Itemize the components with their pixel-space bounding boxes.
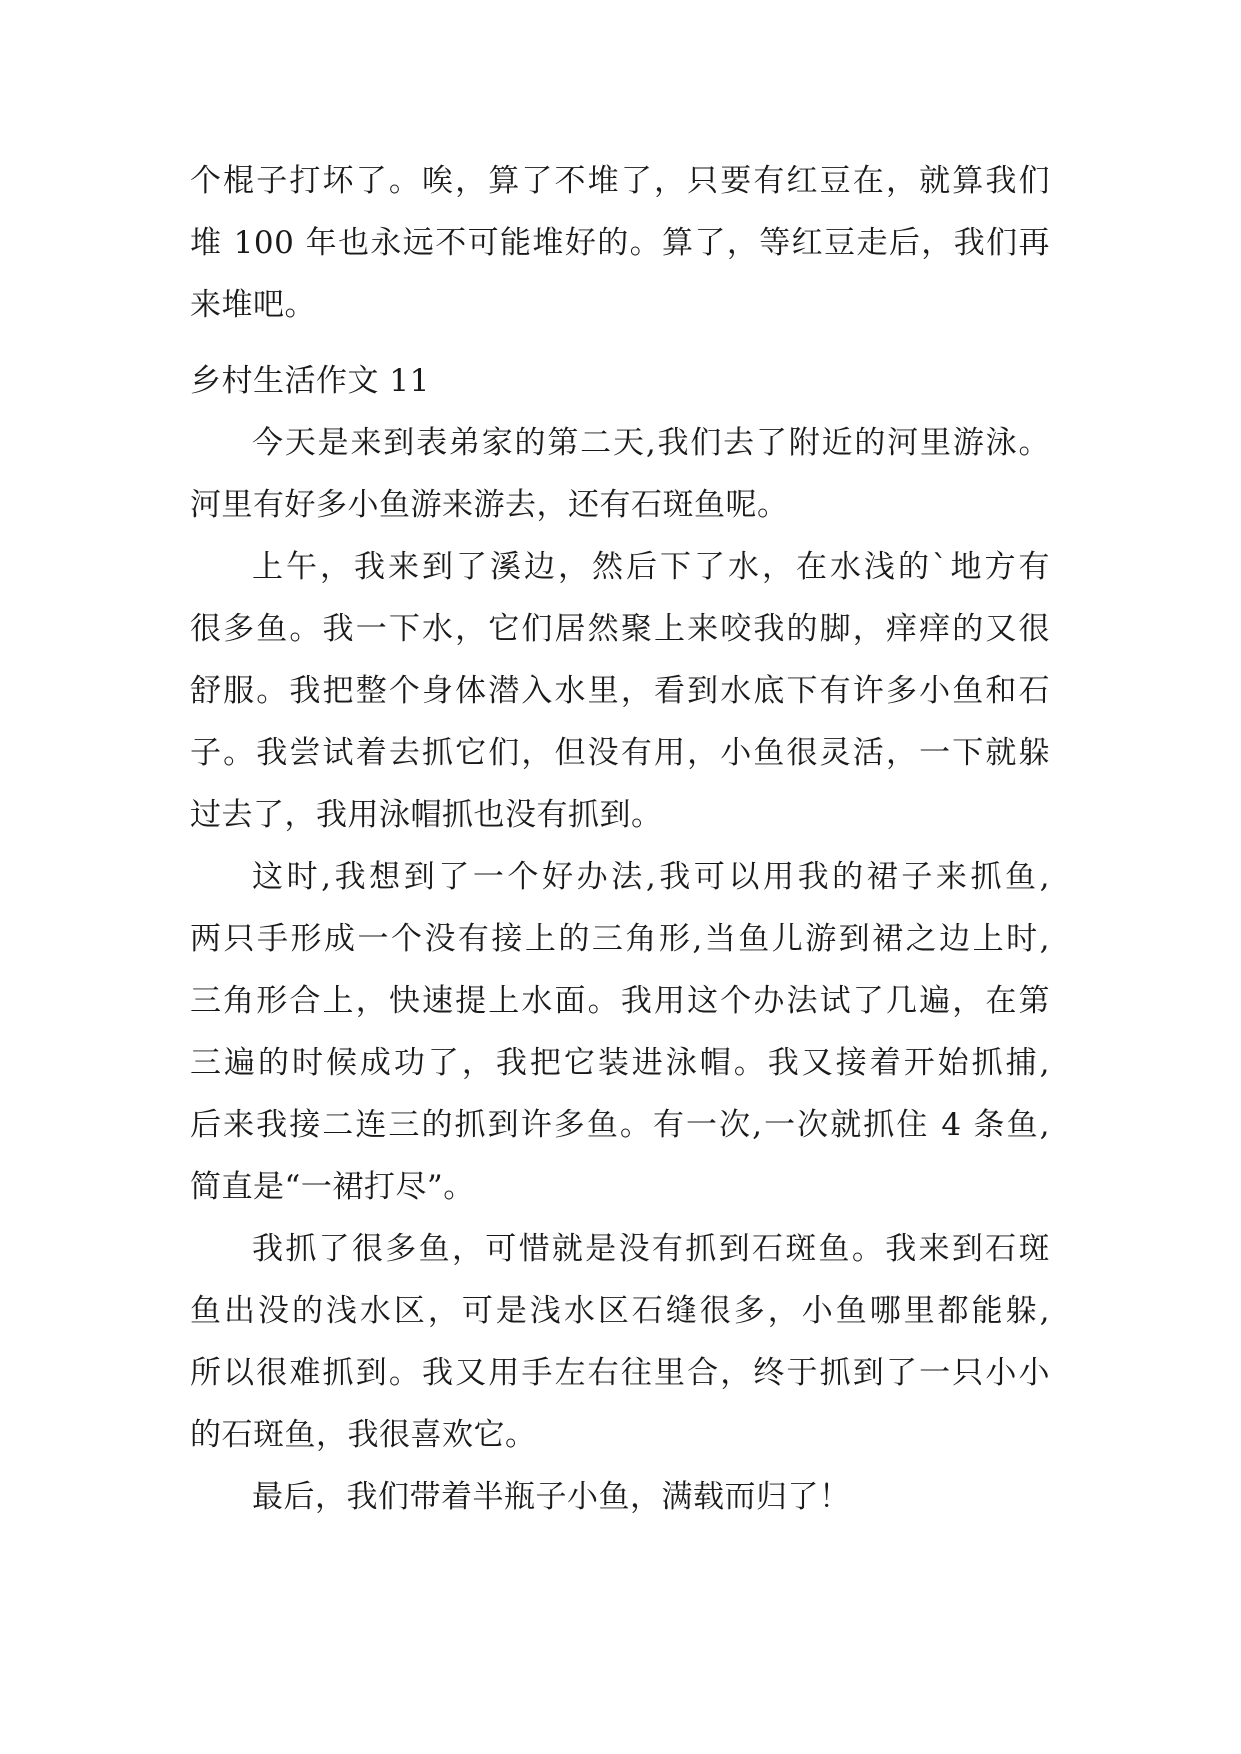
text-line: 我抓了很多鱼，可惜就是没有抓到石斑鱼。我来到石斑: [252, 1231, 1050, 1267]
text-line: 三角形合上，快速提上水面。我用这个办法试了几遍，在第: [190, 983, 1050, 1019]
text-line: 后来我接二连三的抓到许多鱼。有一次,一次就抓住 4 条鱼,: [190, 1107, 1050, 1143]
text-line: 鱼出没的浅水区，可是浅水区石缝很多，小鱼哪里都能躲,: [190, 1293, 1050, 1329]
text-line: 来堆吧。: [190, 287, 316, 323]
text-line: 上午，我来到了溪边，然后下了水，在水浅的`地方有: [252, 549, 1050, 585]
text-line: 今天是来到表弟家的第二天,我们去了附近的河里游泳。: [252, 425, 1050, 461]
text-line: 舒服。我把整个身体潜入水里，看到水底下有许多小鱼和石: [190, 673, 1050, 709]
text-line: 过去了，我用泳帽抓也没有抓到。: [190, 797, 663, 833]
text-line: 个棍子打坏了。唉，算了不堆了，只要有红豆在，就算我们: [190, 163, 1050, 199]
text-line: 最后，我们带着半瓶子小鱼，满载而归了！: [252, 1479, 851, 1515]
text-line: 两只手形成一个没有接上的三角形,当鱼儿游到裙之边上时,: [190, 921, 1050, 957]
text-line: 堆 100 年也永远不可能堆好的。算了，等红豆走后，我们再: [190, 225, 1050, 261]
text-line: 河里有好多小鱼游来游去，还有石斑鱼呢。: [190, 487, 789, 523]
text-line: 简直是“一裙打尽”。: [190, 1169, 475, 1205]
text-line: 子。我尝试着去抓它们，但没有用，小鱼很灵活，一下就躲: [190, 735, 1050, 771]
text-line: 的石斑鱼，我很喜欢它。: [190, 1417, 537, 1453]
text-line: 很多鱼。我一下水，它们居然聚上来咬我的脚，痒痒的又很: [190, 611, 1050, 647]
text-line: 所以很难抓到。我又用手左右往里合，终于抓到了一只小小: [190, 1355, 1050, 1391]
section-title: 乡村生活作文 11: [190, 363, 430, 399]
text-line: 三遍的时候成功了，我把它装进泳帽。我又接着开始抓捕,: [190, 1045, 1050, 1081]
text-line: 这时,我想到了一个好办法,我可以用我的裙子来抓鱼,: [252, 859, 1050, 895]
